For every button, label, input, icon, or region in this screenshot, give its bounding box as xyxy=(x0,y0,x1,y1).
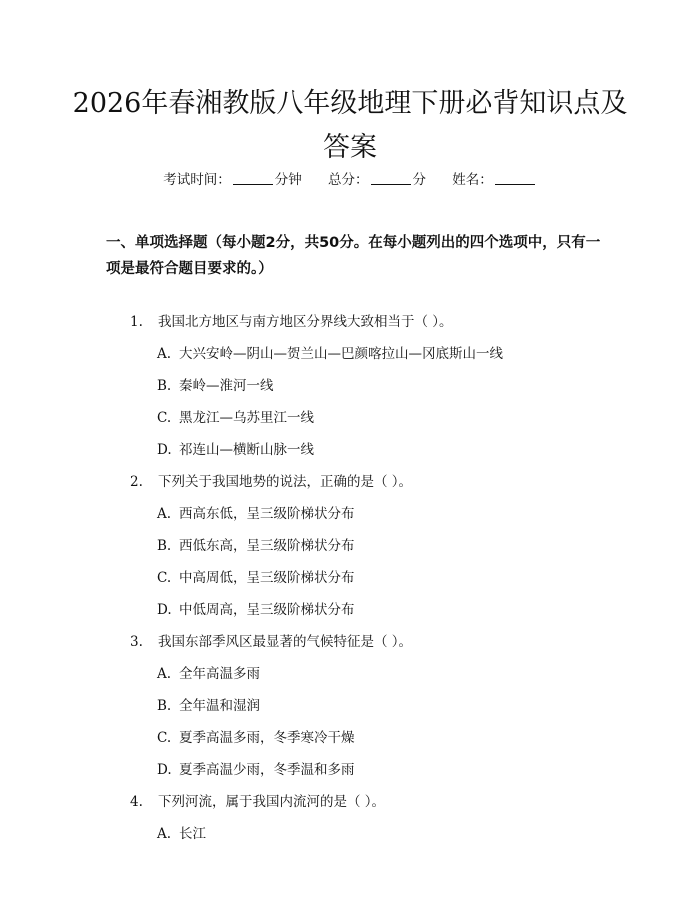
question-text: 下列河流，属于我国内流河的是（ ）。 xyxy=(158,794,386,810)
option-4a[interactable] xyxy=(157,822,206,842)
section-heading: 一、单项选择题（每小题2分，共50分。在每小题列出的四个选项中，只有一项是最符合题目要求的。） xyxy=(106,235,601,277)
option-2a[interactable] xyxy=(157,502,355,522)
option-letter: C. xyxy=(157,570,172,586)
question-number: 3. xyxy=(130,634,143,650)
score-field xyxy=(328,168,426,188)
option-text: 黑龙江—乌苏里江一线 xyxy=(179,410,314,426)
option-text: 西低东高，呈三级阶梯状分布 xyxy=(179,538,355,554)
question-text: 下列关于我国地势的说法，正确的是（ ）。 xyxy=(158,474,413,490)
option-letter: A. xyxy=(157,666,172,682)
option-3a[interactable] xyxy=(157,662,260,682)
option-3c[interactable] xyxy=(157,726,355,746)
time-label: 考试时间： xyxy=(163,172,231,188)
option-letter: D. xyxy=(157,762,172,778)
option-text: 夏季高温多雨，冬季寒冷干燥 xyxy=(179,730,355,746)
option-letter: C. xyxy=(157,410,172,426)
time-field xyxy=(163,168,302,188)
option-letter: B. xyxy=(157,698,172,714)
name-blank[interactable] xyxy=(495,172,535,185)
option-3b[interactable] xyxy=(157,694,260,714)
time-unit: 分钟 xyxy=(274,172,302,188)
score-unit: 分 xyxy=(412,172,426,188)
option-1c[interactable] xyxy=(157,406,314,426)
question-2 xyxy=(130,470,412,490)
option-text: 中高周低，呈三级阶梯状分布 xyxy=(179,570,355,586)
option-letter: A. xyxy=(157,346,172,362)
question-4 xyxy=(130,790,385,810)
option-letter: A. xyxy=(157,506,172,522)
question-text: 我国北方地区与南方地区分界线大致相当于（ ）。 xyxy=(158,314,453,330)
time-blank[interactable] xyxy=(233,172,273,185)
question-text: 我国东部季风区最显著的气候特征是（ ）。 xyxy=(158,634,413,650)
option-1a[interactable] xyxy=(157,342,503,362)
question-1 xyxy=(130,310,453,330)
option-text: 夏季高温少雨，冬季温和多雨 xyxy=(179,762,355,778)
option-2d[interactable] xyxy=(157,598,355,618)
option-text: 全年温和湿润 xyxy=(179,698,260,714)
name-label: 姓名： xyxy=(452,172,493,188)
option-letter: A. xyxy=(157,826,172,842)
question-number: 2. xyxy=(130,474,143,490)
name-field xyxy=(452,168,537,188)
score-blank[interactable] xyxy=(371,172,411,185)
option-2b[interactable] xyxy=(157,534,355,554)
option-letter: B. xyxy=(157,538,172,554)
option-letter: B. xyxy=(157,378,172,394)
score-label: 总分： xyxy=(328,172,369,188)
option-letter: D. xyxy=(157,442,172,458)
option-text: 西高东低，呈三级阶梯状分布 xyxy=(179,506,355,522)
option-text: 秦岭—淮河一线 xyxy=(179,378,274,394)
question-3 xyxy=(130,630,412,650)
option-text: 大兴安岭—阴山—贺兰山—巴颜喀拉山—冈底斯山一线 xyxy=(179,346,503,362)
option-2c[interactable] xyxy=(157,566,355,586)
option-text: 长江 xyxy=(179,826,206,842)
exam-info-bar xyxy=(0,168,700,188)
question-number: 1. xyxy=(130,314,143,330)
option-text: 祁连山—横断山脉一线 xyxy=(179,442,314,458)
option-3d[interactable] xyxy=(157,758,355,778)
option-letter: C. xyxy=(157,730,172,746)
page-title: 2026年春湘教版八年级地理下册必背知识点及答案 xyxy=(72,88,628,163)
option-text: 全年高温多雨 xyxy=(179,666,260,682)
question-number: 4. xyxy=(130,794,143,810)
option-1b[interactable] xyxy=(157,374,274,394)
option-1d[interactable] xyxy=(157,438,314,458)
option-text: 中低周高，呈三级阶梯状分布 xyxy=(179,602,355,618)
option-letter: D. xyxy=(157,602,172,618)
